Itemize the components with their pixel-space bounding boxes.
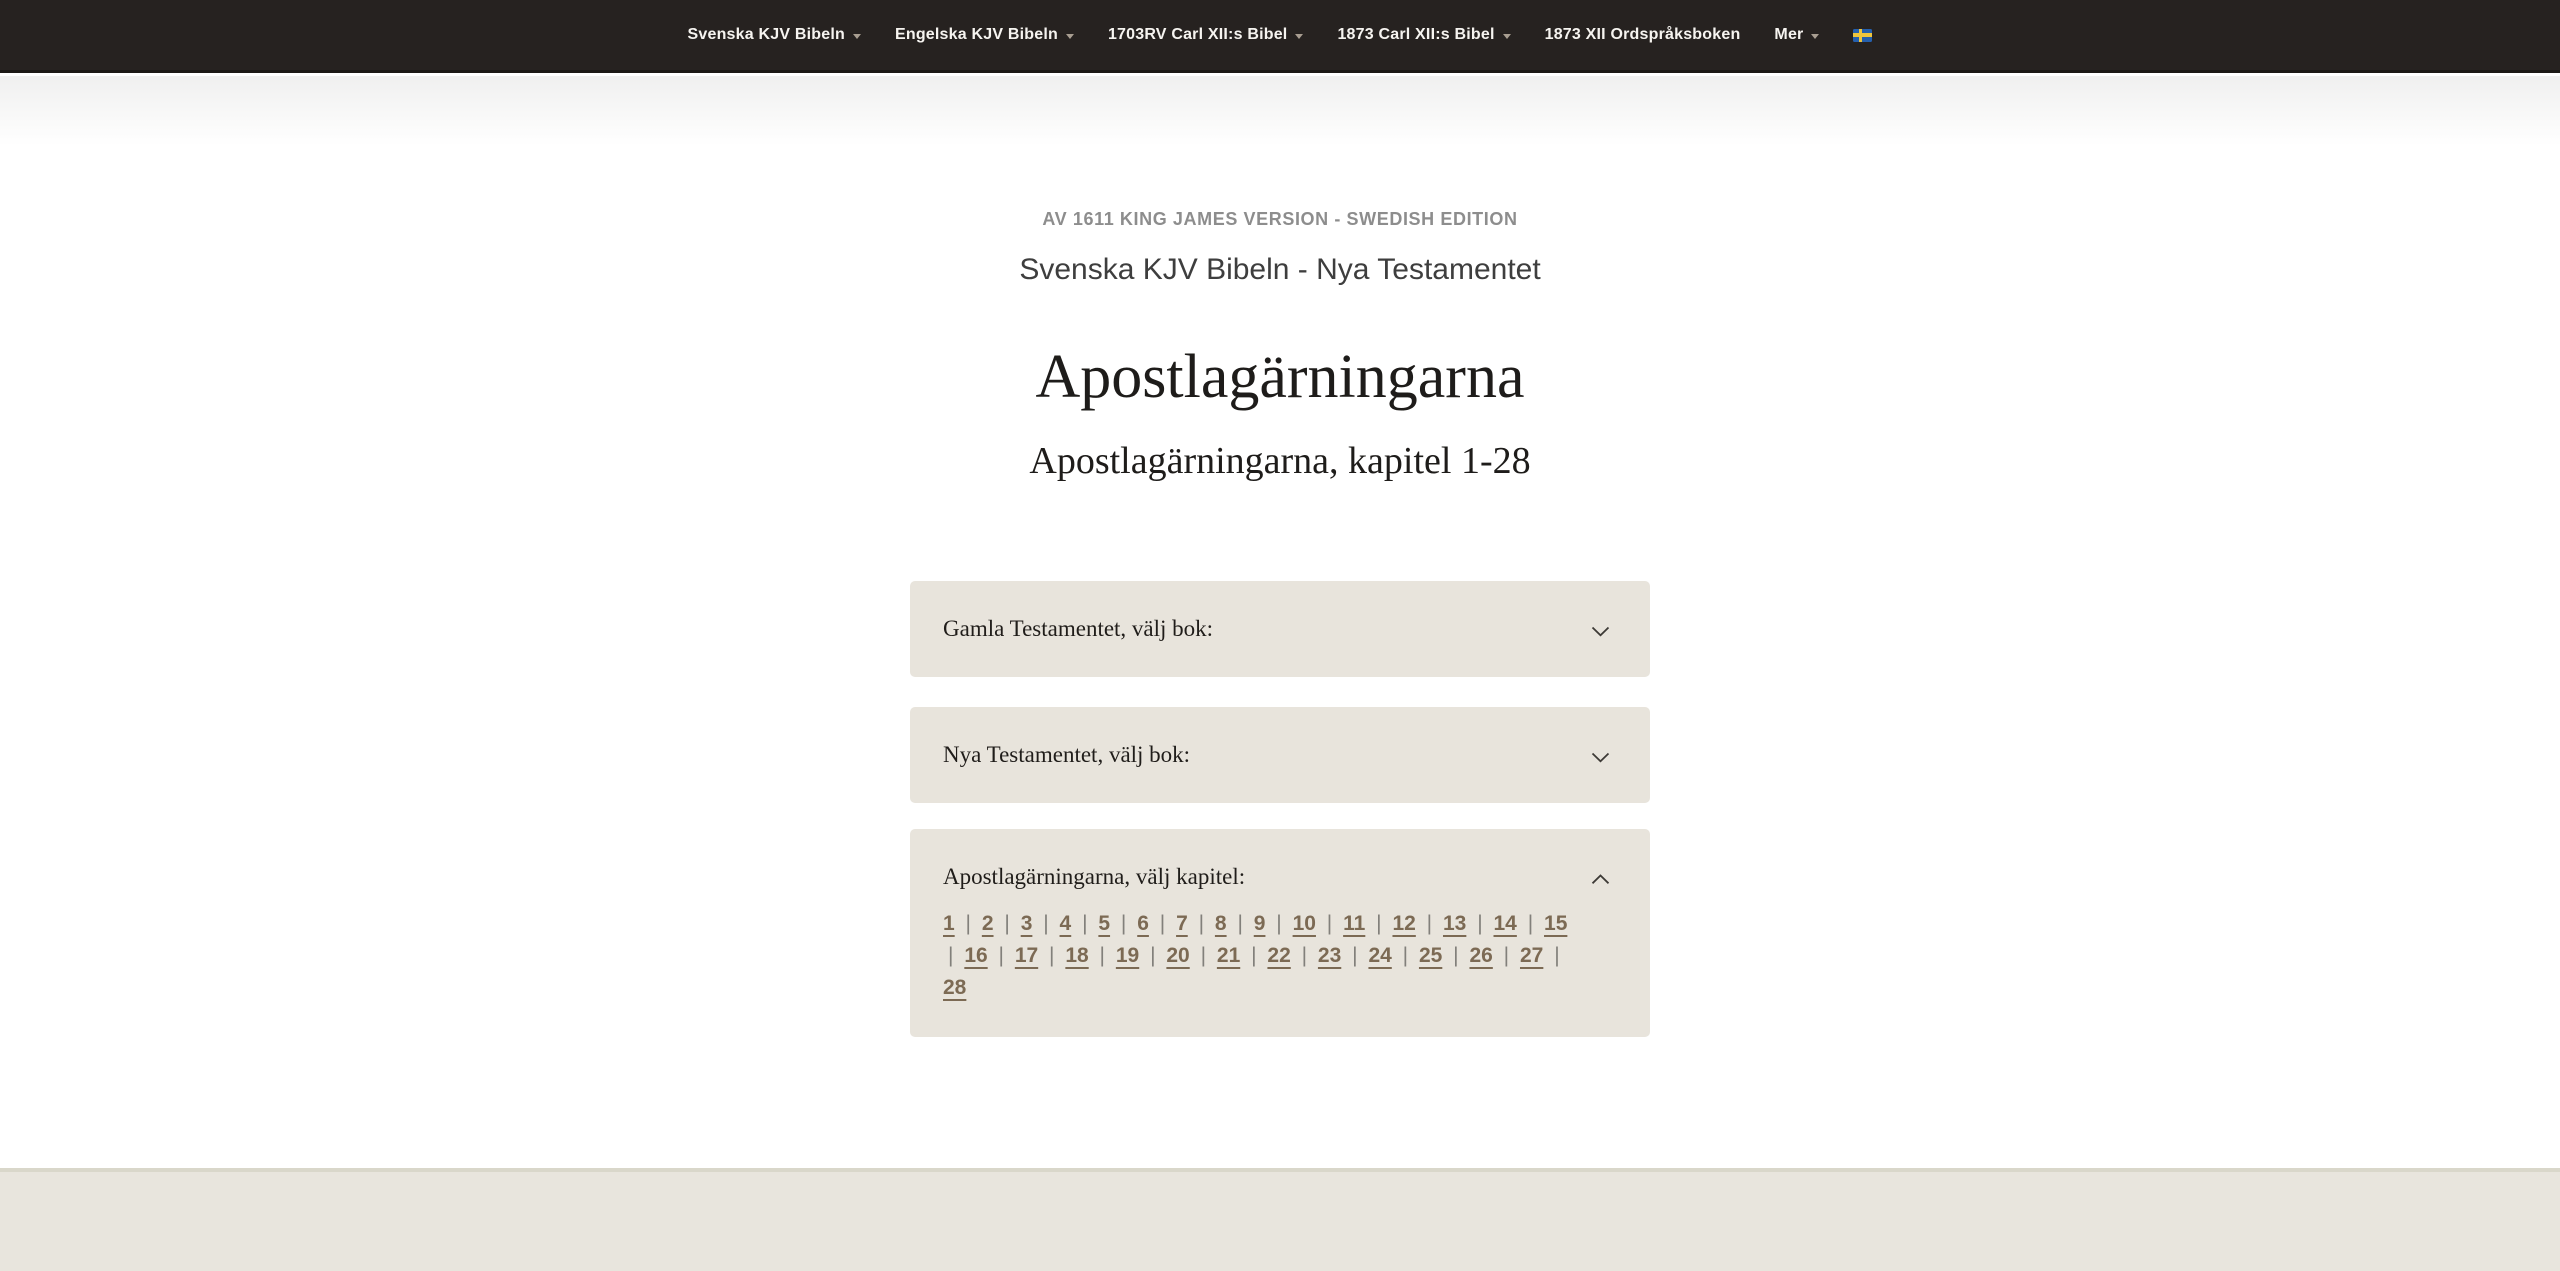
chapter-separator: |: [1082, 912, 1088, 935]
nav-item-1703rv-carl-xii-s-bibel[interactable]: [1108, 26, 1304, 44]
chapter-link-26[interactable]: 26: [1469, 944, 1493, 967]
chapter-separator: |: [1120, 912, 1127, 935]
chapter-link-27[interactable]: 27: [1519, 944, 1544, 967]
nav-item-svenska-kjv-bibeln[interactable]: [688, 26, 861, 44]
chapter-separator: |: [1554, 944, 1560, 967]
chapter-separator: |: [1159, 912, 1166, 935]
chapter-separator: |: [1198, 912, 1205, 935]
chapter-separator: |: [1049, 944, 1055, 967]
chapter-link-19[interactable]: 19: [1115, 944, 1140, 967]
chapter-link-28[interactable]: 28: [943, 976, 967, 999]
chapter-separator: |: [1503, 944, 1510, 967]
caret-down-icon: [853, 34, 861, 39]
chapter-separator: |: [1237, 912, 1243, 935]
accordion-label: Apostlagärningarna, välj kapitel:: [943, 864, 1246, 889]
chapter-link-15[interactable]: 15: [1544, 912, 1568, 935]
caret-down-icon: [1295, 34, 1303, 39]
chapter-separator: |: [998, 944, 1004, 967]
chapter-separator: |: [1326, 912, 1333, 935]
chapter-separator: |: [1477, 912, 1483, 935]
page-title: Apostlagärningarna: [1035, 343, 1525, 411]
chapter-link-14[interactable]: 14: [1493, 912, 1517, 935]
nav-item-label: 1873 Carl XII:s Bibel: [1337, 26, 1495, 43]
chapter-separator: |: [1200, 944, 1207, 967]
caret-down-icon: [1066, 34, 1074, 39]
nav-item-mer[interactable]: [1774, 26, 1819, 44]
nav-item-label: Engelska KJV Bibeln: [894, 26, 1058, 43]
caret-down-icon: [1811, 34, 1819, 39]
chapter-link-2[interactable]: 2: [981, 912, 994, 935]
chapter-link-13[interactable]: 13: [1442, 912, 1467, 935]
chapter-separator: |: [1402, 944, 1409, 967]
accordion-label: Gamla Testamentet, välj bok:: [943, 616, 1214, 641]
chapter-separator: |: [1426, 912, 1433, 935]
accordion-label: Nya Testamentet, välj bok:: [943, 742, 1191, 767]
chapter-separator: |: [1004, 912, 1010, 935]
nav-item-label: 1873 XII Ordspråksboken: [1544, 26, 1741, 43]
chevron-down-icon: [1591, 624, 1610, 642]
chapter-link-11[interactable]: 11: [1343, 912, 1366, 935]
chapter-link-6[interactable]: 6: [1137, 912, 1149, 935]
chapter-link-23[interactable]: 23: [1317, 944, 1342, 967]
chapter-link-1[interactable]: 1: [943, 912, 955, 935]
chapter-link-9[interactable]: 9: [1253, 912, 1266, 935]
chapter-separator: |: [1376, 912, 1382, 935]
nav-item-label: 1703RV Carl XII:s Bibel: [1107, 26, 1288, 43]
chevron-up-icon: [1591, 872, 1610, 890]
accordion-group: [910, 581, 1650, 1037]
chapter-link-20[interactable]: 20: [1166, 944, 1190, 967]
chapter-link-8[interactable]: 8: [1214, 912, 1227, 935]
chapter-link-list: [943, 908, 1580, 1004]
top-navbar: [0, 0, 2560, 73]
chapter-separator: |: [1251, 944, 1257, 967]
chapter-separator: |: [1099, 944, 1106, 967]
accordion-chapters[interactable]: [910, 829, 1650, 1037]
edition-eyebrow: AV 1611 KING JAMES VERSION - SWEDISH EDITION: [1042, 209, 1518, 229]
chapter-separator: |: [1301, 944, 1308, 967]
chapter-link-5[interactable]: 5: [1098, 912, 1111, 935]
accordion-new-testament[interactable]: [910, 707, 1650, 803]
chapter-link-25[interactable]: 25: [1418, 944, 1443, 967]
chapter-link-3[interactable]: 3: [1020, 912, 1033, 935]
chapter-link-21[interactable]: 21: [1216, 944, 1241, 967]
chapter-separator: |: [948, 944, 954, 967]
accordion-old-testament[interactable]: [910, 581, 1650, 677]
nav-item-label: Mer: [1774, 26, 1804, 43]
chapter-link-22[interactable]: 22: [1267, 944, 1291, 967]
chapter-link-7[interactable]: 7: [1176, 912, 1188, 935]
nav-item-1873-xii-ordspr-ksboken[interactable]: [1545, 26, 1741, 44]
chapter-link-16[interactable]: 16: [964, 944, 988, 967]
nav-item-1873-carl-xii-s-bibel[interactable]: [1337, 26, 1510, 44]
chapter-separator: |: [1527, 912, 1534, 935]
chapter-separator: |: [1043, 912, 1049, 935]
chapter-link-17[interactable]: 17: [1014, 944, 1039, 967]
chapter-separator: |: [1453, 944, 1459, 967]
nav-item-label: Svenska KJV Bibeln: [687, 26, 845, 43]
chapter-separator: |: [965, 912, 971, 935]
chapter-link-24[interactable]: 24: [1368, 944, 1392, 967]
chapter-link-10[interactable]: 10: [1292, 912, 1316, 935]
chevron-down-icon: [1591, 750, 1610, 768]
chapter-separator: |: [1276, 912, 1282, 935]
chapter-separator: |: [1352, 944, 1358, 967]
page-intro: Svenska KJV Bibeln - Nya Testamentet: [1019, 253, 1541, 286]
nav-item-engelska-kjv-bibeln[interactable]: [895, 26, 1074, 44]
chapter-separator: |: [1150, 944, 1156, 967]
swedish-flag-icon[interactable]: [1853, 29, 1872, 42]
chapter-link-12[interactable]: 12: [1392, 912, 1416, 935]
chapter-link-4[interactable]: 4: [1059, 912, 1072, 935]
caret-down-icon: [1503, 34, 1511, 39]
page-subtitle: Apostlagärningarna, kapitel 1-28: [1029, 440, 1531, 482]
main-content: [0, 207, 2560, 1037]
chapter-link-18[interactable]: 18: [1065, 944, 1089, 967]
page-footer: [0, 1168, 2560, 1271]
